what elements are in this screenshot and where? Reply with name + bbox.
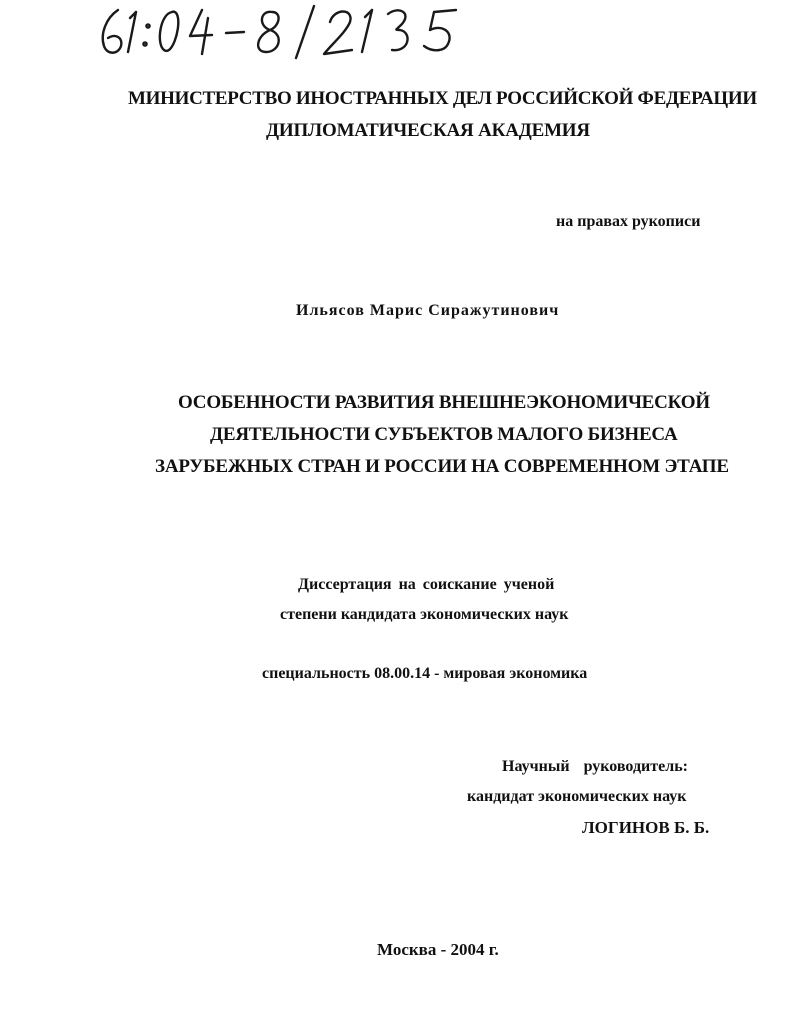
city-year: Москва - 2004 г. bbox=[377, 940, 499, 959]
author-name: Ильясов Марис Сиражутинович bbox=[296, 302, 560, 319]
thesis-title-line: ДЕЯТЕЛЬНОСТИ СУБЪЕКТОВ МАЛОГО БИЗНЕСА bbox=[210, 424, 678, 445]
ministry-heading: МИНИСТЕРСТВО ИНОСТРАННЫХ ДЕЛ РОССИЙСКОЙ ФЕДЕРАЦИИ bbox=[128, 88, 757, 109]
dissertation-degree-line: Диссертация на соискание ученой bbox=[298, 576, 555, 593]
speciality-line: специальность 08.00.14 - мировая экономика bbox=[262, 665, 588, 682]
supervisor-label: Научный руководитель: bbox=[502, 758, 688, 775]
thesis-title-line: ЗАРУБЕЖНЫХ СТРАН И РОССИИ НА СОВРЕМЕННОМ ЭТАПЕ bbox=[155, 456, 729, 477]
handwriting-icon bbox=[92, 0, 492, 70]
thesis-title-line: ОСОБЕННОСТИ РАЗВИТИЯ ВНЕШНЕЭКОНОМИЧЕСКОЙ bbox=[178, 392, 710, 413]
supervisor-name: ЛОГИНОВ Б. Б. bbox=[582, 818, 710, 837]
dissertation-degree-line: степени кандидата экономических наук bbox=[280, 606, 569, 623]
handwritten-archive-number bbox=[92, 0, 492, 70]
supervisor-degree: кандидат экономических наук bbox=[467, 788, 687, 805]
academy-heading: ДИПЛОМАТИЧЕСКАЯ АКАДЕМИЯ bbox=[266, 120, 590, 141]
manuscript-note: на правах рукописи bbox=[556, 213, 701, 230]
